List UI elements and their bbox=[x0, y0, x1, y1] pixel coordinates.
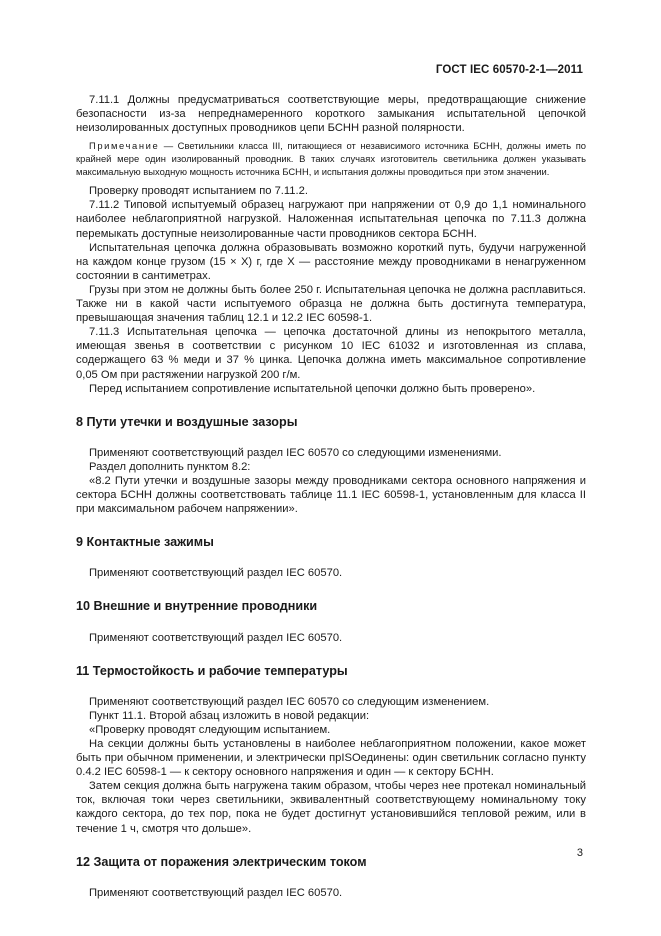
check-7-11-2: Проверку проводят испытанием по 7.11.2. bbox=[89, 185, 308, 198]
paragraph-test-chain: Испытательная цепочка должна образовывать возможно короткий путь, будучи нагруженной на каждом конце грузом (15 × X) г, где X — расстояние между проводниками в ненагруженном состоянии в сантиметрах. bbox=[76, 241, 586, 282]
note-label: Примечание bbox=[89, 140, 160, 152]
note-text: — Светильники класса III, питающиеся от независимого источника БСНН, должны иметь по крайней мере один изолированный проводник. В таких случаях изготовитель светильника должен указывать максимальную выходную мощность источника БСНН, и испытания должны проводиться при этом значении. bbox=[76, 140, 586, 178]
page-number: 3 bbox=[576, 847, 583, 859]
paragraph-8-2: «8.2 Пути утечки и воздушные зазоры между проводниками сектора основного напряжения и сектора БСНН должны соответствовать таблице 11.1 IEC 60598-1, установленным для класса II при максимальном рабочем напряжении». bbox=[76, 474, 586, 516]
section-heading-8: 8 Пути утечки и воздушные зазоры bbox=[76, 414, 298, 429]
section-heading-11: 11 Термостойкость и рабочие температуры bbox=[76, 663, 348, 678]
paragraph-11-apply: Применяют соответствующий раздел IEC 60570 со следующим изменением. bbox=[89, 695, 490, 708]
note bbox=[76, 139, 586, 178]
section-heading-12: 12 Защита от поражения электрическим током bbox=[76, 854, 367, 869]
paragraph-11-load: Затем секция должна быть нагружена таким образом, чтобы через нее протекал номинальный ток, включая токи через светильники, эквивалентный соответствующему номинальному току каждого сектора, до тех пор, пока не будет достигнут установившийся тепловой режим, или в течение 1 ч, смотря что дольше». bbox=[76, 780, 586, 835]
paragraph-8-apply: Применяют соответствующий раздел IEC 60570 со следующими изменениями. bbox=[89, 446, 502, 459]
document-header: ГОСТ IEC 60570-2-1—2011 bbox=[435, 64, 583, 76]
paragraph-11-1: Пункт 11.1. Второй абзац изложить в новой редакции: bbox=[89, 709, 370, 722]
paragraph-8-add: Раздел дополнить пунктом 8.2: bbox=[89, 460, 251, 473]
section-heading-10: 10 Внешние и внутренние проводники bbox=[76, 599, 318, 614]
paragraph-chain-resistance: Перед испытанием сопротивление испытательной цепочки должно быть проверено». bbox=[89, 382, 536, 395]
document-body bbox=[76, 93, 586, 900]
paragraph-weights: Грузы при этом не должны быть более 250 г. Испытательная цепочка не должна расплавиться. Также ни в какой части испытуемого образца не должна быть достигнута температура, превышающая значения таблиц 12.1 и 12.2 IEC 60598-1. bbox=[76, 283, 586, 325]
paragraph-7-11-3: 7.11.3 Испытательная цепочка — цепочка достаточной длины из непокрытого металла, имеющая звенья в соответствии с рисунком 10 IEC 61032 и изготовленная из сплава, содержащего 63 % меди и 37 % цинка. Цепочка должна иметь максимальное сопротивление 0,05 Ом при растяжении нагрузкой 200 г/м. bbox=[76, 326, 586, 381]
paragraph-9-apply: Применяют соответствующий раздел IEC 60570. bbox=[89, 567, 343, 580]
paragraph-10-apply: Применяют соответствующий раздел IEC 60570. bbox=[89, 631, 343, 644]
paragraph-7-11-2: 7.11.2 Типовой испытуемый образец нагружают при напряжении от 0,9 до 1,1 номинального наиболее неблагоприятной нагрузкой. Наложенная испытательная цепочка по 7.11.3 должна перемыкать доступные неизолированные части проводников сектора БСНН. bbox=[76, 199, 586, 240]
paragraph-11-check: «Проверку проводят следующим испытанием. bbox=[89, 723, 331, 736]
section-heading-9: 9 Контактные зажимы bbox=[76, 535, 214, 550]
paragraph-7-11-1: 7.11.1 Должны предусматриваться соответствующие меры, предотвращающие снижение безопасности из-за непреднамеренного короткого замыкания испытательной цепочкой неизолированных доступных проводников цепи БСНН разной полярности. bbox=[76, 94, 586, 135]
paragraph-12-apply: Применяют соответствующий раздел IEC 60570. bbox=[89, 886, 343, 899]
paragraph-11-mount: На секции должны быть установлены в наиболее неблагоприятном положении, какое может быть при обычном применении, и электрически прISOединены: один светильник согласно пункту 0.4.2 IEC 60598-1 — к сектору основного напряжения и один — к сектору БСНН. bbox=[76, 738, 586, 779]
